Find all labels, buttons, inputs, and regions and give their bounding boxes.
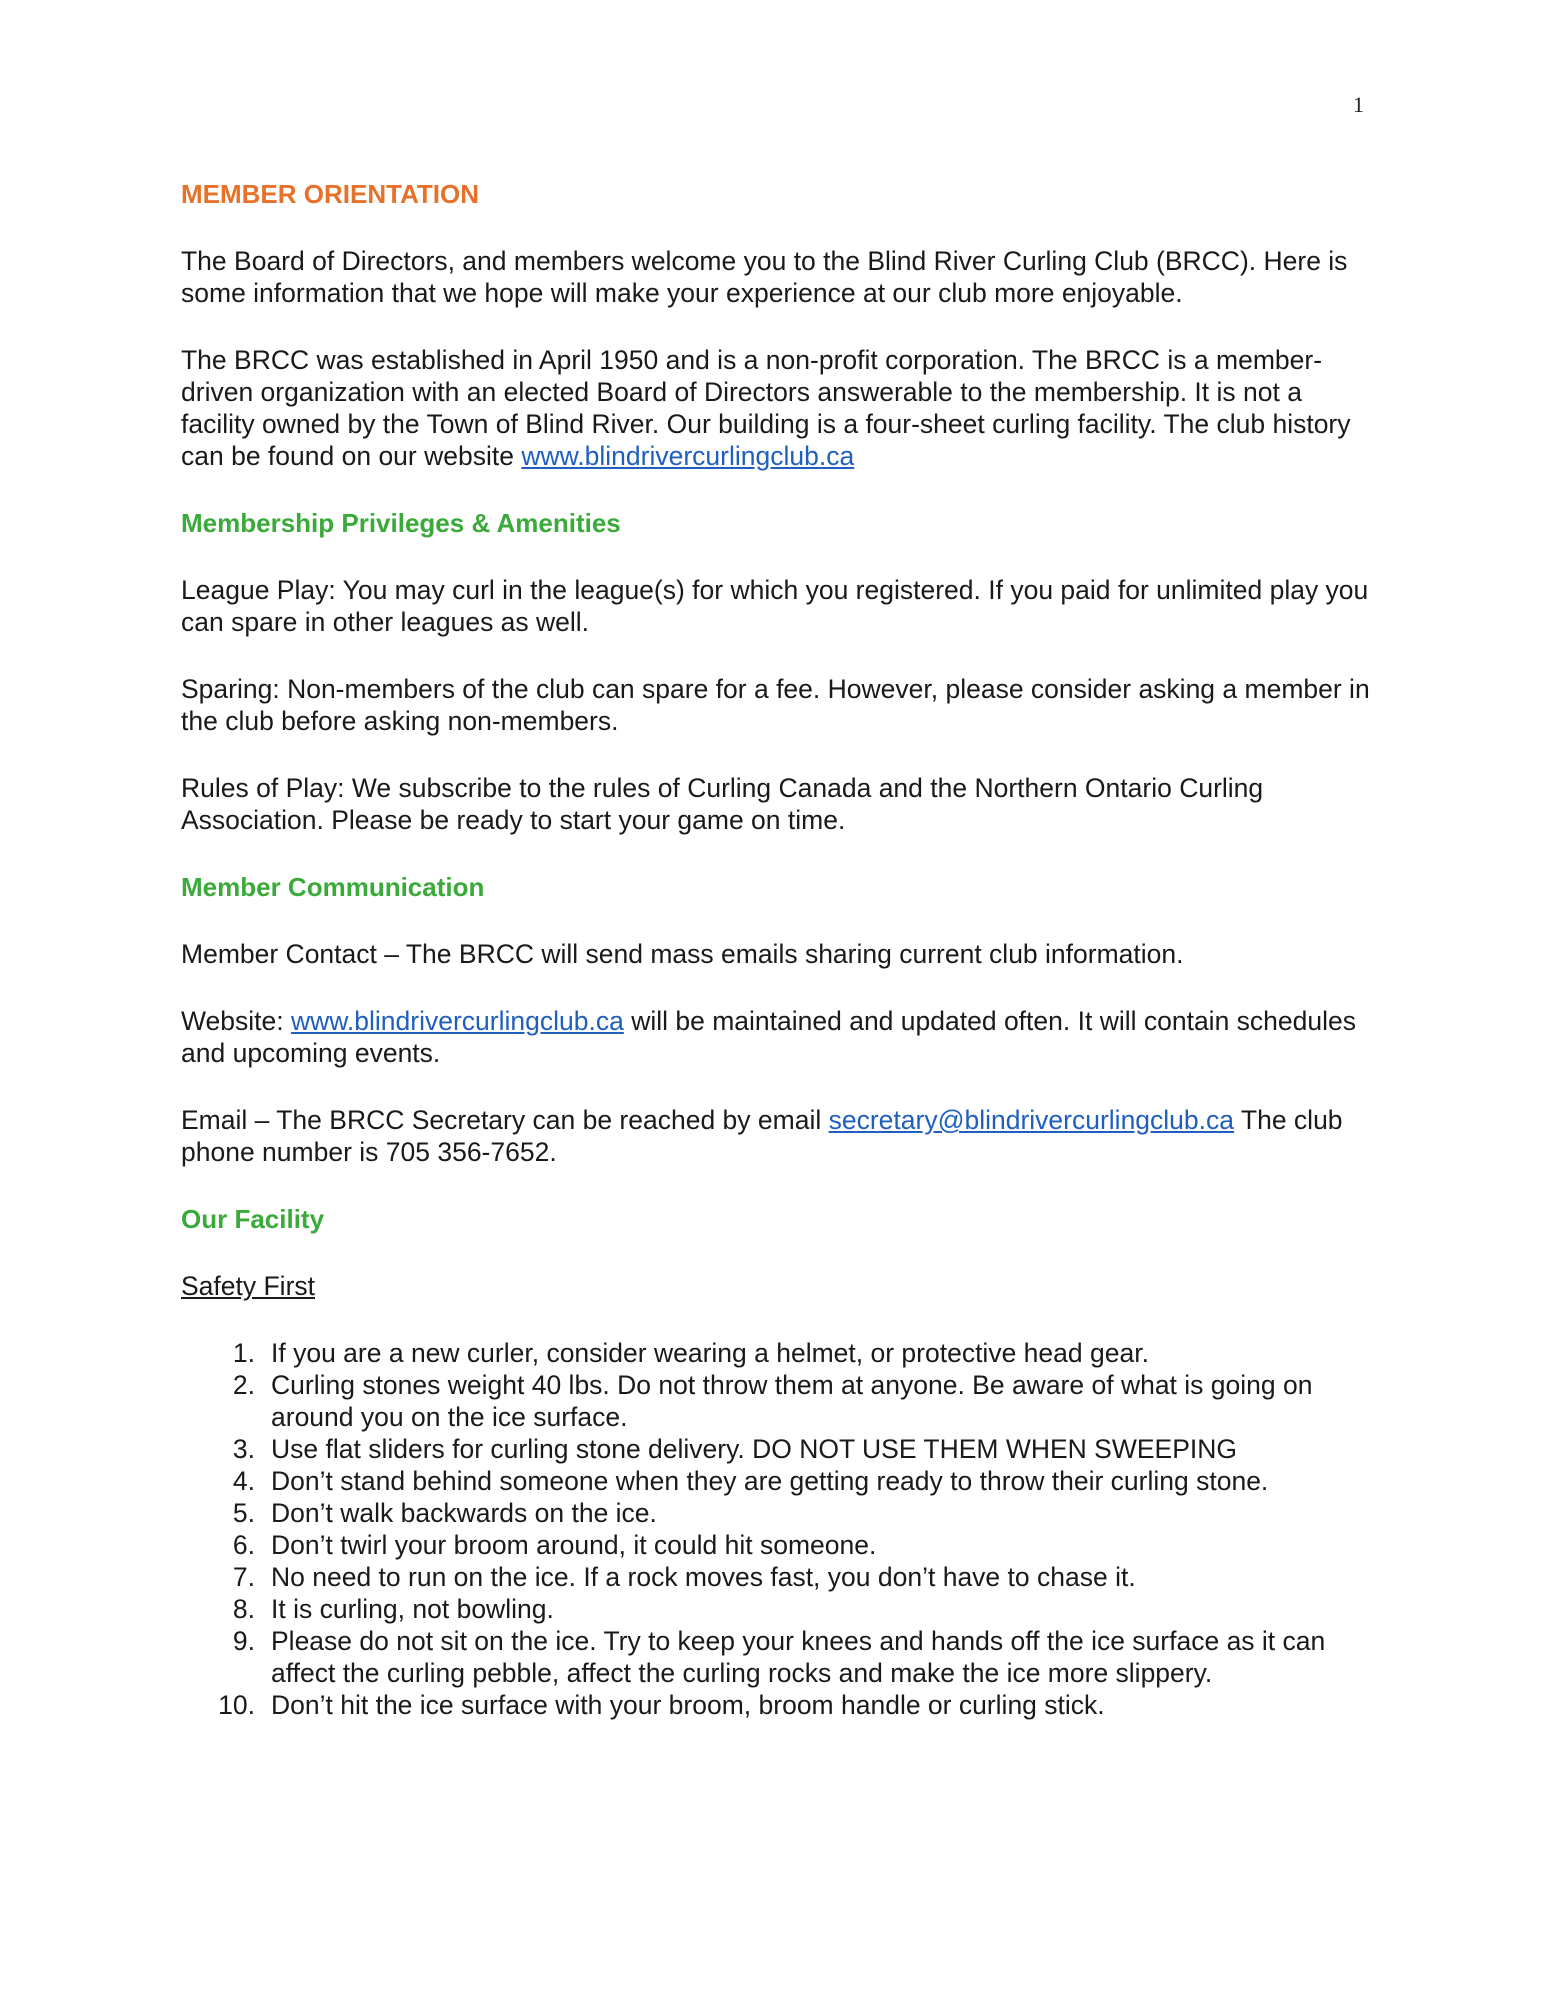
welcome-paragraph: The Board of Directors, and members welcome you to the Blind River Curling Club (BRCC). Here is some information that we hope will make your experience at our club more enjoyable. bbox=[181, 246, 1348, 308]
list-item-number: 4. bbox=[232, 1466, 255, 1496]
list-item-number: 1. bbox=[232, 1338, 255, 1368]
list-item-text: No need to run on the ice. If a rock moves fast, you don’t have to chase it. bbox=[271, 1562, 1136, 1592]
list-item-text: Don’t walk backwards on the ice. bbox=[271, 1498, 657, 1528]
list-item bbox=[232, 1497, 1371, 1529]
communication-heading: Member Communication bbox=[181, 872, 485, 902]
list-item-text: It is curling, not bowling. bbox=[271, 1594, 554, 1624]
list-item-number: 9. bbox=[232, 1626, 255, 1656]
league-play-paragraph: League Play: You may curl in the league(s) for which you registered. If you paid for unlimited play you can spare in other leagues as well. bbox=[181, 575, 1369, 637]
list-item-number: 6. bbox=[232, 1530, 255, 1560]
website-prefix: Website: bbox=[181, 1006, 291, 1036]
history-paragraph bbox=[181, 344, 1371, 472]
list-item-text: Please do not sit on the ice. Try to keep your knees and hands off the ice surface as it can affect the curling pebble, affect the curling rocks and make the ice more slippery. bbox=[271, 1626, 1326, 1688]
list-item-number: 7. bbox=[232, 1562, 255, 1592]
document-title: MEMBER ORIENTATION bbox=[181, 179, 480, 209]
list-item bbox=[232, 1529, 1371, 1561]
list-item-text: Don’t hit the ice surface with your broom, broom handle or curling stick. bbox=[271, 1690, 1105, 1720]
email-prefix: Email – The BRCC Secretary can be reached by email bbox=[181, 1105, 829, 1135]
list-item bbox=[232, 1593, 1371, 1625]
list-item-number: 3. bbox=[232, 1434, 255, 1464]
list-item-text: If you are a new curler, consider wearing a helmet, or protective head gear. bbox=[271, 1338, 1149, 1368]
website-link[interactable]: www.blindrivercurlingclub.ca bbox=[521, 441, 855, 471]
list-item-number: 2. bbox=[232, 1370, 255, 1400]
email-paragraph bbox=[181, 1104, 1371, 1168]
list-item-number: 10. bbox=[218, 1690, 255, 1720]
list-item bbox=[232, 1337, 1371, 1369]
email-link[interactable]: secretary@blindrivercurlingclub.ca bbox=[828, 1105, 1235, 1135]
rules-of-play-paragraph: Rules of Play: We subscribe to the rules of Curling Canada and the Northern Ontario Curling Association. Please be ready to start your game on time. bbox=[181, 773, 1264, 835]
list-item-text: Don’t twirl your broom around, it could hit someone. bbox=[271, 1530, 877, 1560]
sparing-paragraph: Sparing: Non-members of the club can spare for a fee. However, please consider asking a member in the club before asking non-members. bbox=[181, 674, 1370, 736]
list-item bbox=[232, 1625, 1371, 1689]
website-paragraph bbox=[181, 1005, 1371, 1069]
list-item bbox=[232, 1369, 1371, 1433]
privileges-heading: Membership Privileges & Amenities bbox=[181, 508, 621, 538]
list-item-text: Don’t stand behind someone when they are getting ready to throw their curling stone. bbox=[271, 1466, 1269, 1496]
list-item-text: Curling stones weight 40 lbs. Do not throw them at anyone. Be aware of what is going on around you on the ice surface. bbox=[271, 1370, 1313, 1432]
website-link[interactable]: www.blindrivercurlingclub.ca bbox=[290, 1006, 624, 1036]
facility-heading: Our Facility bbox=[181, 1204, 325, 1234]
list-item-number: 8. bbox=[232, 1594, 255, 1624]
history-text: The BRCC was established in April 1950 and is a non-profit corporation. The BRCC is a member-driven organization with an elected Board of Directors answerable to the membership. It is not a facility owned by the Town of Blind River. Our building is a four-sheet curling facility. The club history can be found on our website bbox=[181, 345, 1351, 471]
list-item-number: 5. bbox=[232, 1498, 255, 1528]
member-contact-paragraph: Member Contact – The BRCC will send mass emails sharing current club information. bbox=[181, 939, 1184, 969]
document-body bbox=[181, 178, 1371, 1721]
list-item bbox=[232, 1561, 1371, 1593]
list-item bbox=[232, 1465, 1371, 1497]
website-suffix: will be maintained and updated often. It will contain schedules and upcoming events. bbox=[181, 1006, 1356, 1068]
page-number: 1 bbox=[1353, 92, 1364, 117]
list-item bbox=[232, 1433, 1371, 1465]
safety-rules-list bbox=[181, 1337, 1371, 1721]
list-item-text: Use flat sliders for curling stone delivery. DO NOT USE THEM WHEN SWEEPING bbox=[271, 1434, 1238, 1464]
email-suffix: The club phone number is 705 356-7652. bbox=[181, 1105, 1343, 1167]
list-item bbox=[218, 1689, 1371, 1721]
safety-subheading: Safety First bbox=[181, 1271, 316, 1301]
